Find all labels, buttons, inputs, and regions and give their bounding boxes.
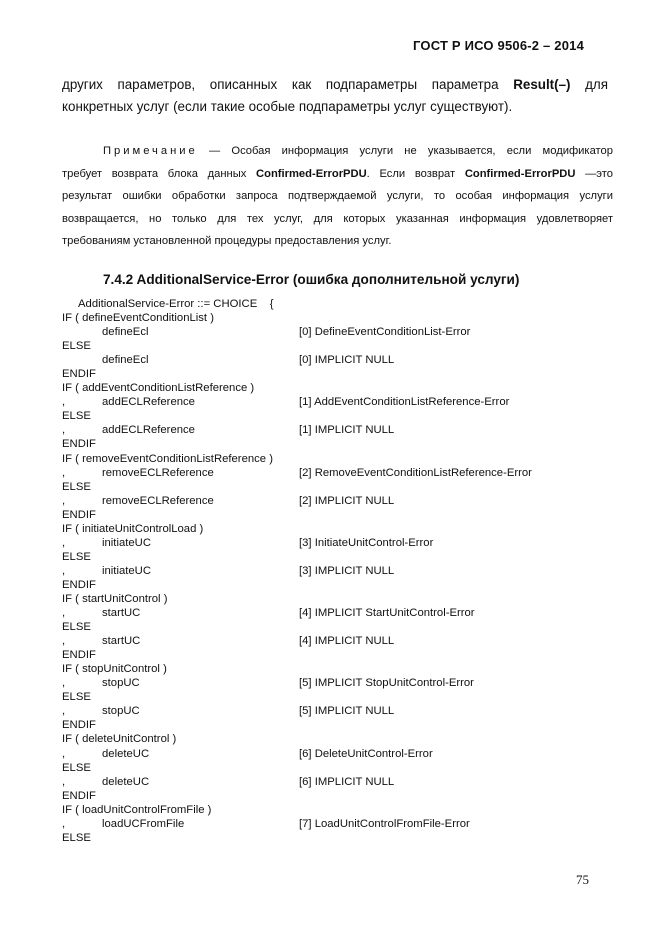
note-line-5: требованиям установленной процедуры предоставления услуг. xyxy=(62,235,392,248)
field-name: initiateUC xyxy=(102,564,151,577)
code-row xyxy=(62,409,622,423)
code-keyword: ELSE xyxy=(62,550,91,563)
code-row xyxy=(62,747,622,761)
code-row xyxy=(62,578,622,592)
intro-paragraph xyxy=(62,74,608,118)
comma-marker: , xyxy=(62,424,66,437)
code-keyword: ELSE xyxy=(62,691,91,704)
result-param: Result(–) xyxy=(513,77,571,92)
code-keyword: ELSE xyxy=(62,480,91,493)
code-row xyxy=(62,718,622,732)
code-keyword: ENDIF xyxy=(62,789,96,802)
code-row xyxy=(62,648,622,662)
code-row xyxy=(62,437,622,451)
code-keyword: ENDIF xyxy=(62,578,96,591)
code-row xyxy=(62,620,622,634)
code-keyword: IF ( addEventConditionListReference ) xyxy=(62,382,255,395)
intro-text: других параметров, описанных как подпараметры параметра xyxy=(62,77,514,92)
note-text: требует возврата блока данных xyxy=(62,167,257,180)
field-name: loadUCFromFile xyxy=(102,817,185,830)
field-name: removeECLReference xyxy=(102,466,214,479)
note-line-4: возвращается, но только для тех услуг, для которых указанная информация удовлетворяет xyxy=(62,212,613,225)
field-name: initiateUC xyxy=(102,536,151,549)
field-name: defineEcl xyxy=(102,354,149,367)
note-line-1 xyxy=(62,140,613,163)
code-row xyxy=(62,831,622,845)
code-keyword: ELSE xyxy=(62,831,91,844)
field-type: [6] DeleteUnitControl-Error xyxy=(299,747,433,760)
code-keyword: ELSE xyxy=(62,761,91,774)
code-keyword: ENDIF xyxy=(62,649,96,662)
field-type: [0] DefineEventConditionList-Error xyxy=(299,326,471,339)
code-row xyxy=(62,789,622,803)
note-line-2 xyxy=(62,163,613,186)
field-type: [6] IMPLICIT NULL xyxy=(299,775,395,788)
comma-marker: , xyxy=(62,817,66,830)
field-type: [2] IMPLICIT NULL xyxy=(299,494,395,507)
code-title-row xyxy=(62,297,622,311)
choice-declaration: AdditionalService-Error ::= CHOICE { xyxy=(78,298,274,310)
code-keyword: ENDIF xyxy=(62,368,96,381)
note-text: — Особая информация услуги не указывается, если модификатор xyxy=(197,145,613,157)
asn1-code-listing xyxy=(62,297,622,845)
code-keyword: IF ( stopUnitControl ) xyxy=(62,663,167,676)
comma-marker: , xyxy=(62,635,66,648)
code-row xyxy=(62,367,622,381)
code-row xyxy=(62,704,622,718)
field-name: stopUC xyxy=(102,677,140,690)
intro-line-2: конкретных услуг (если такие особые подпараметры услуг существуют). xyxy=(62,99,513,114)
code-row xyxy=(62,381,622,395)
code-row xyxy=(62,761,622,775)
field-name: deleteUC xyxy=(102,775,150,788)
document-header: ГОСТ Р ИСО 9506-2 – 2014 xyxy=(413,38,584,53)
note-text: —это xyxy=(575,167,613,180)
note-block xyxy=(62,140,613,253)
field-type: [3] IMPLICIT NULL xyxy=(299,564,395,577)
field-type: [1] AddEventConditionListReference-Error xyxy=(299,396,510,409)
code-row xyxy=(62,339,622,353)
comma-marker: , xyxy=(62,494,66,507)
note-text: . Если возврат xyxy=(366,167,465,180)
code-row xyxy=(62,423,622,437)
comma-marker: , xyxy=(62,607,66,620)
field-name: startUC xyxy=(102,607,141,620)
code-keyword: IF ( loadUnitControlFromFile ) xyxy=(62,803,212,816)
code-keyword: ENDIF xyxy=(62,719,96,732)
code-keyword: IF ( startUnitControl ) xyxy=(62,592,168,605)
code-keyword: ELSE xyxy=(62,621,91,634)
code-row xyxy=(62,452,622,466)
pdu-name: Confirmed-ErrorPDU xyxy=(256,167,367,180)
code-keyword: ENDIF xyxy=(62,508,96,521)
comma-marker: , xyxy=(62,677,66,690)
comma-marker: , xyxy=(62,536,66,549)
code-row xyxy=(62,466,622,480)
code-row xyxy=(62,325,622,339)
code-row xyxy=(62,550,622,564)
code-row xyxy=(62,353,622,367)
field-name: stopUC xyxy=(102,705,140,718)
field-type: [7] LoadUnitControlFromFile-Error xyxy=(299,817,470,830)
comma-marker: , xyxy=(62,775,66,788)
field-type: [5] IMPLICIT NULL xyxy=(299,705,395,718)
intro-line-1 xyxy=(62,74,608,96)
field-name: deleteUC xyxy=(102,747,150,760)
field-type: [1] IMPLICIT NULL xyxy=(299,424,395,437)
code-row xyxy=(62,508,622,522)
comma-marker: , xyxy=(62,466,66,479)
comma-marker: , xyxy=(62,747,66,760)
code-row xyxy=(62,634,622,648)
code-row xyxy=(62,690,622,704)
field-name: defineEcl xyxy=(102,326,149,339)
code-keyword: ELSE xyxy=(62,410,91,423)
code-row xyxy=(62,817,622,831)
code-keyword: ENDIF xyxy=(62,438,96,451)
intro-text-end: для xyxy=(570,77,608,92)
field-name: addECLReference xyxy=(102,424,195,437)
code-row xyxy=(62,775,622,789)
code-row xyxy=(62,494,622,508)
code-row xyxy=(62,592,622,606)
code-keyword: IF ( defineEventConditionList ) xyxy=(62,312,214,325)
field-name: startUC xyxy=(102,635,141,648)
code-row xyxy=(62,536,622,550)
field-type: [5] IMPLICIT StopUnitControl-Error xyxy=(299,677,474,690)
code-row xyxy=(62,732,622,746)
code-row xyxy=(62,662,622,676)
field-type: [0] IMPLICIT NULL xyxy=(299,354,395,367)
code-row xyxy=(62,480,622,494)
note-line-3: результат ошибки обработки запроса подтверждаемой услуги, то особая информация услуги xyxy=(62,190,613,203)
code-row xyxy=(62,676,622,690)
code-row xyxy=(62,522,622,536)
note-label: Примечание xyxy=(103,145,198,157)
comma-marker: , xyxy=(62,705,66,718)
code-row xyxy=(62,395,622,409)
code-keyword: ELSE xyxy=(62,340,91,353)
code-keyword: IF ( initiateUnitControlLoad ) xyxy=(62,522,204,535)
code-row xyxy=(62,564,622,578)
field-type: [4] IMPLICIT NULL xyxy=(299,635,395,648)
field-name: removeECLReference xyxy=(102,494,214,507)
pdu-name: Confirmed-ErrorPDU xyxy=(464,167,576,180)
code-row xyxy=(62,606,622,620)
comma-marker: , xyxy=(62,564,66,577)
comma-marker: , xyxy=(62,396,66,409)
code-row xyxy=(62,311,622,325)
code-row xyxy=(62,803,622,817)
code-keyword: IF ( deleteUnitControl ) xyxy=(62,733,177,746)
field-type: [4] IMPLICIT StartUnitControl-Error xyxy=(299,607,475,620)
section-heading: 7.4.2 AdditionalService-Error (ошибка дополнительной услуги) xyxy=(103,272,520,287)
code-keyword: IF ( removeEventConditionListReference ) xyxy=(62,452,273,465)
page-number: 75 xyxy=(576,872,589,887)
field-name: addECLReference xyxy=(102,396,195,409)
field-type: [3] InitiateUnitControl-Error xyxy=(299,536,434,549)
field-type: [2] RemoveEventConditionListReference-Error xyxy=(299,466,532,479)
